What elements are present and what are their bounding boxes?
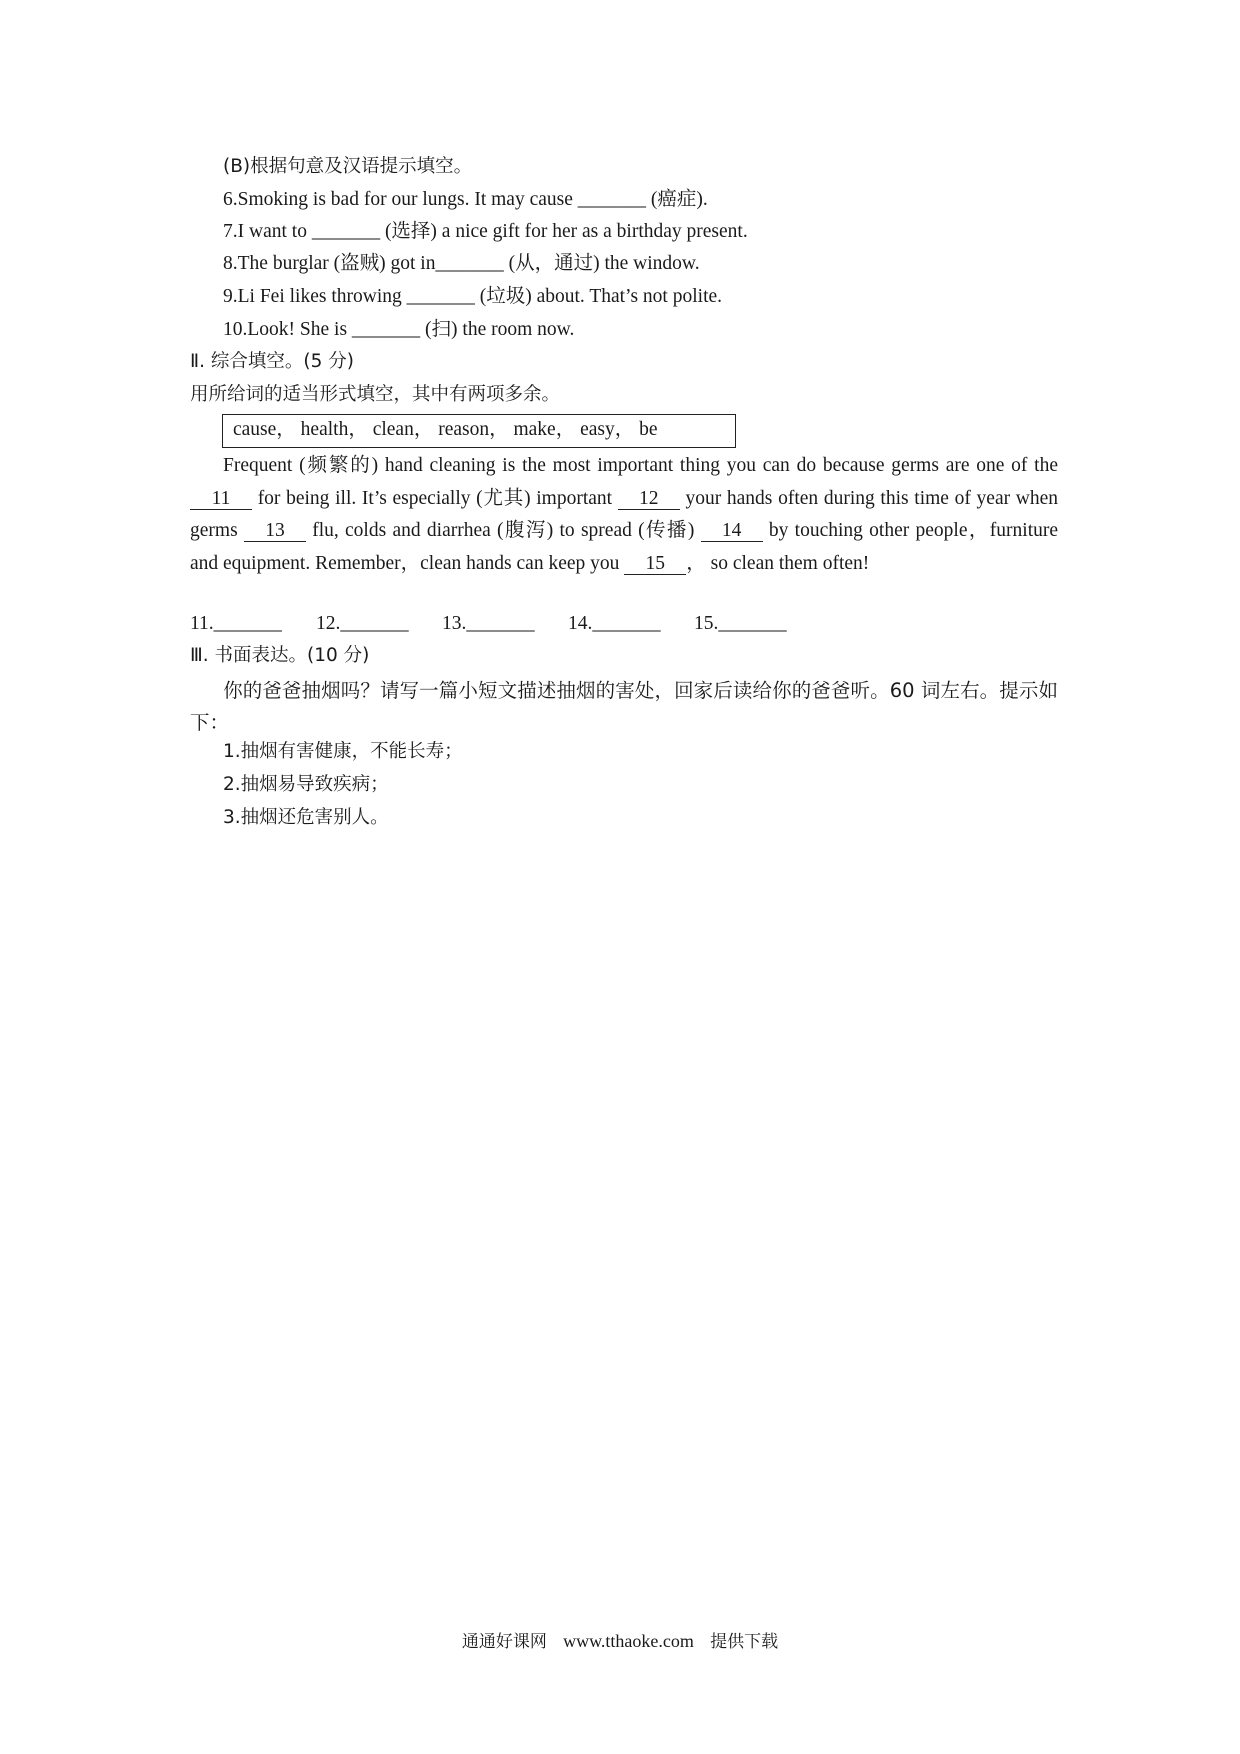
passage-text: by touching other people，furniture and equipment. Remember，clean hands can keep you	[190, 520, 1059, 574]
blank-14: 14	[701, 521, 763, 542]
passage-text: Frequent (频繁的) hand cleaning is the most important thing you can do because germs are one of the	[223, 455, 1058, 476]
blank-13: 13	[244, 521, 306, 542]
question-8: 8.The burglar (盗贼) got in_______ (从，通过) the window.	[223, 253, 700, 274]
blank-11: 11	[190, 489, 252, 510]
hint-2: 2.抽烟易导致疾病；	[223, 774, 389, 795]
answer-15: 15._______	[694, 613, 787, 634]
question-7: 7.I want to _______ (选择) a nice gift for her as a birthday present.	[223, 221, 748, 242]
answer-14: 14._______	[568, 613, 661, 634]
section-b-heading: (B)根据句意及汉语提示填空。	[223, 156, 473, 177]
footer-download: 提供下载	[710, 1632, 779, 1652]
footer-site-name: 通通好课网	[461, 1632, 547, 1652]
answer-13: 13._______	[442, 613, 535, 634]
passage-text: for being ill. It’s especially (尤其) important	[257, 487, 613, 509]
question-6: 6.Smoking is bad for our lungs. It may cause _______ (癌症).	[223, 189, 708, 210]
hint-3: 3.抽烟还危害别人。	[223, 807, 389, 828]
blank-12: 12	[618, 489, 680, 510]
answer-blanks	[190, 612, 820, 636]
section-2-instruction: 用所给词的适当形式填空，其中有两项多余。	[190, 384, 561, 405]
answer-11: 11._______	[190, 613, 282, 634]
question-10: 10.Look! She is _______ (扫) the room now.	[223, 319, 575, 340]
question-9: 9.Li Fei likes throwing _______ (垃圾) about. That’s not polite.	[223, 286, 723, 307]
passage-text: ， so clean them often!	[686, 552, 870, 574]
writing-prompt	[190, 675, 1058, 739]
passage-text: your hands often during this time of year when germs	[190, 487, 1059, 541]
section-2-heading: Ⅱ. 综合填空。(5 分)	[190, 351, 354, 372]
prompt-text: 你的爸爸抽烟吗？请写一篇小短文描述抽烟的害处，回家后读给你的爸爸听。60 词左右。提示如下：	[190, 679, 1058, 734]
hint-1: 1.抽烟有害健康，不能长寿；	[223, 741, 463, 762]
footer-url[interactable]: www.tthaoke.com	[563, 1631, 694, 1651]
passage-text: flu, colds and diarrhea (腹泻) to spread (传播)	[312, 520, 695, 541]
section-3-heading: Ⅲ. 书面表达。(10 分)	[190, 645, 370, 666]
cloze-passage	[190, 450, 1058, 580]
blank-15: 15	[624, 554, 686, 575]
answer-12: 12._______	[316, 613, 409, 634]
word-box: cause， health， clean， reason， make， easy， be	[222, 414, 736, 448]
page-footer	[0, 1630, 1240, 1653]
